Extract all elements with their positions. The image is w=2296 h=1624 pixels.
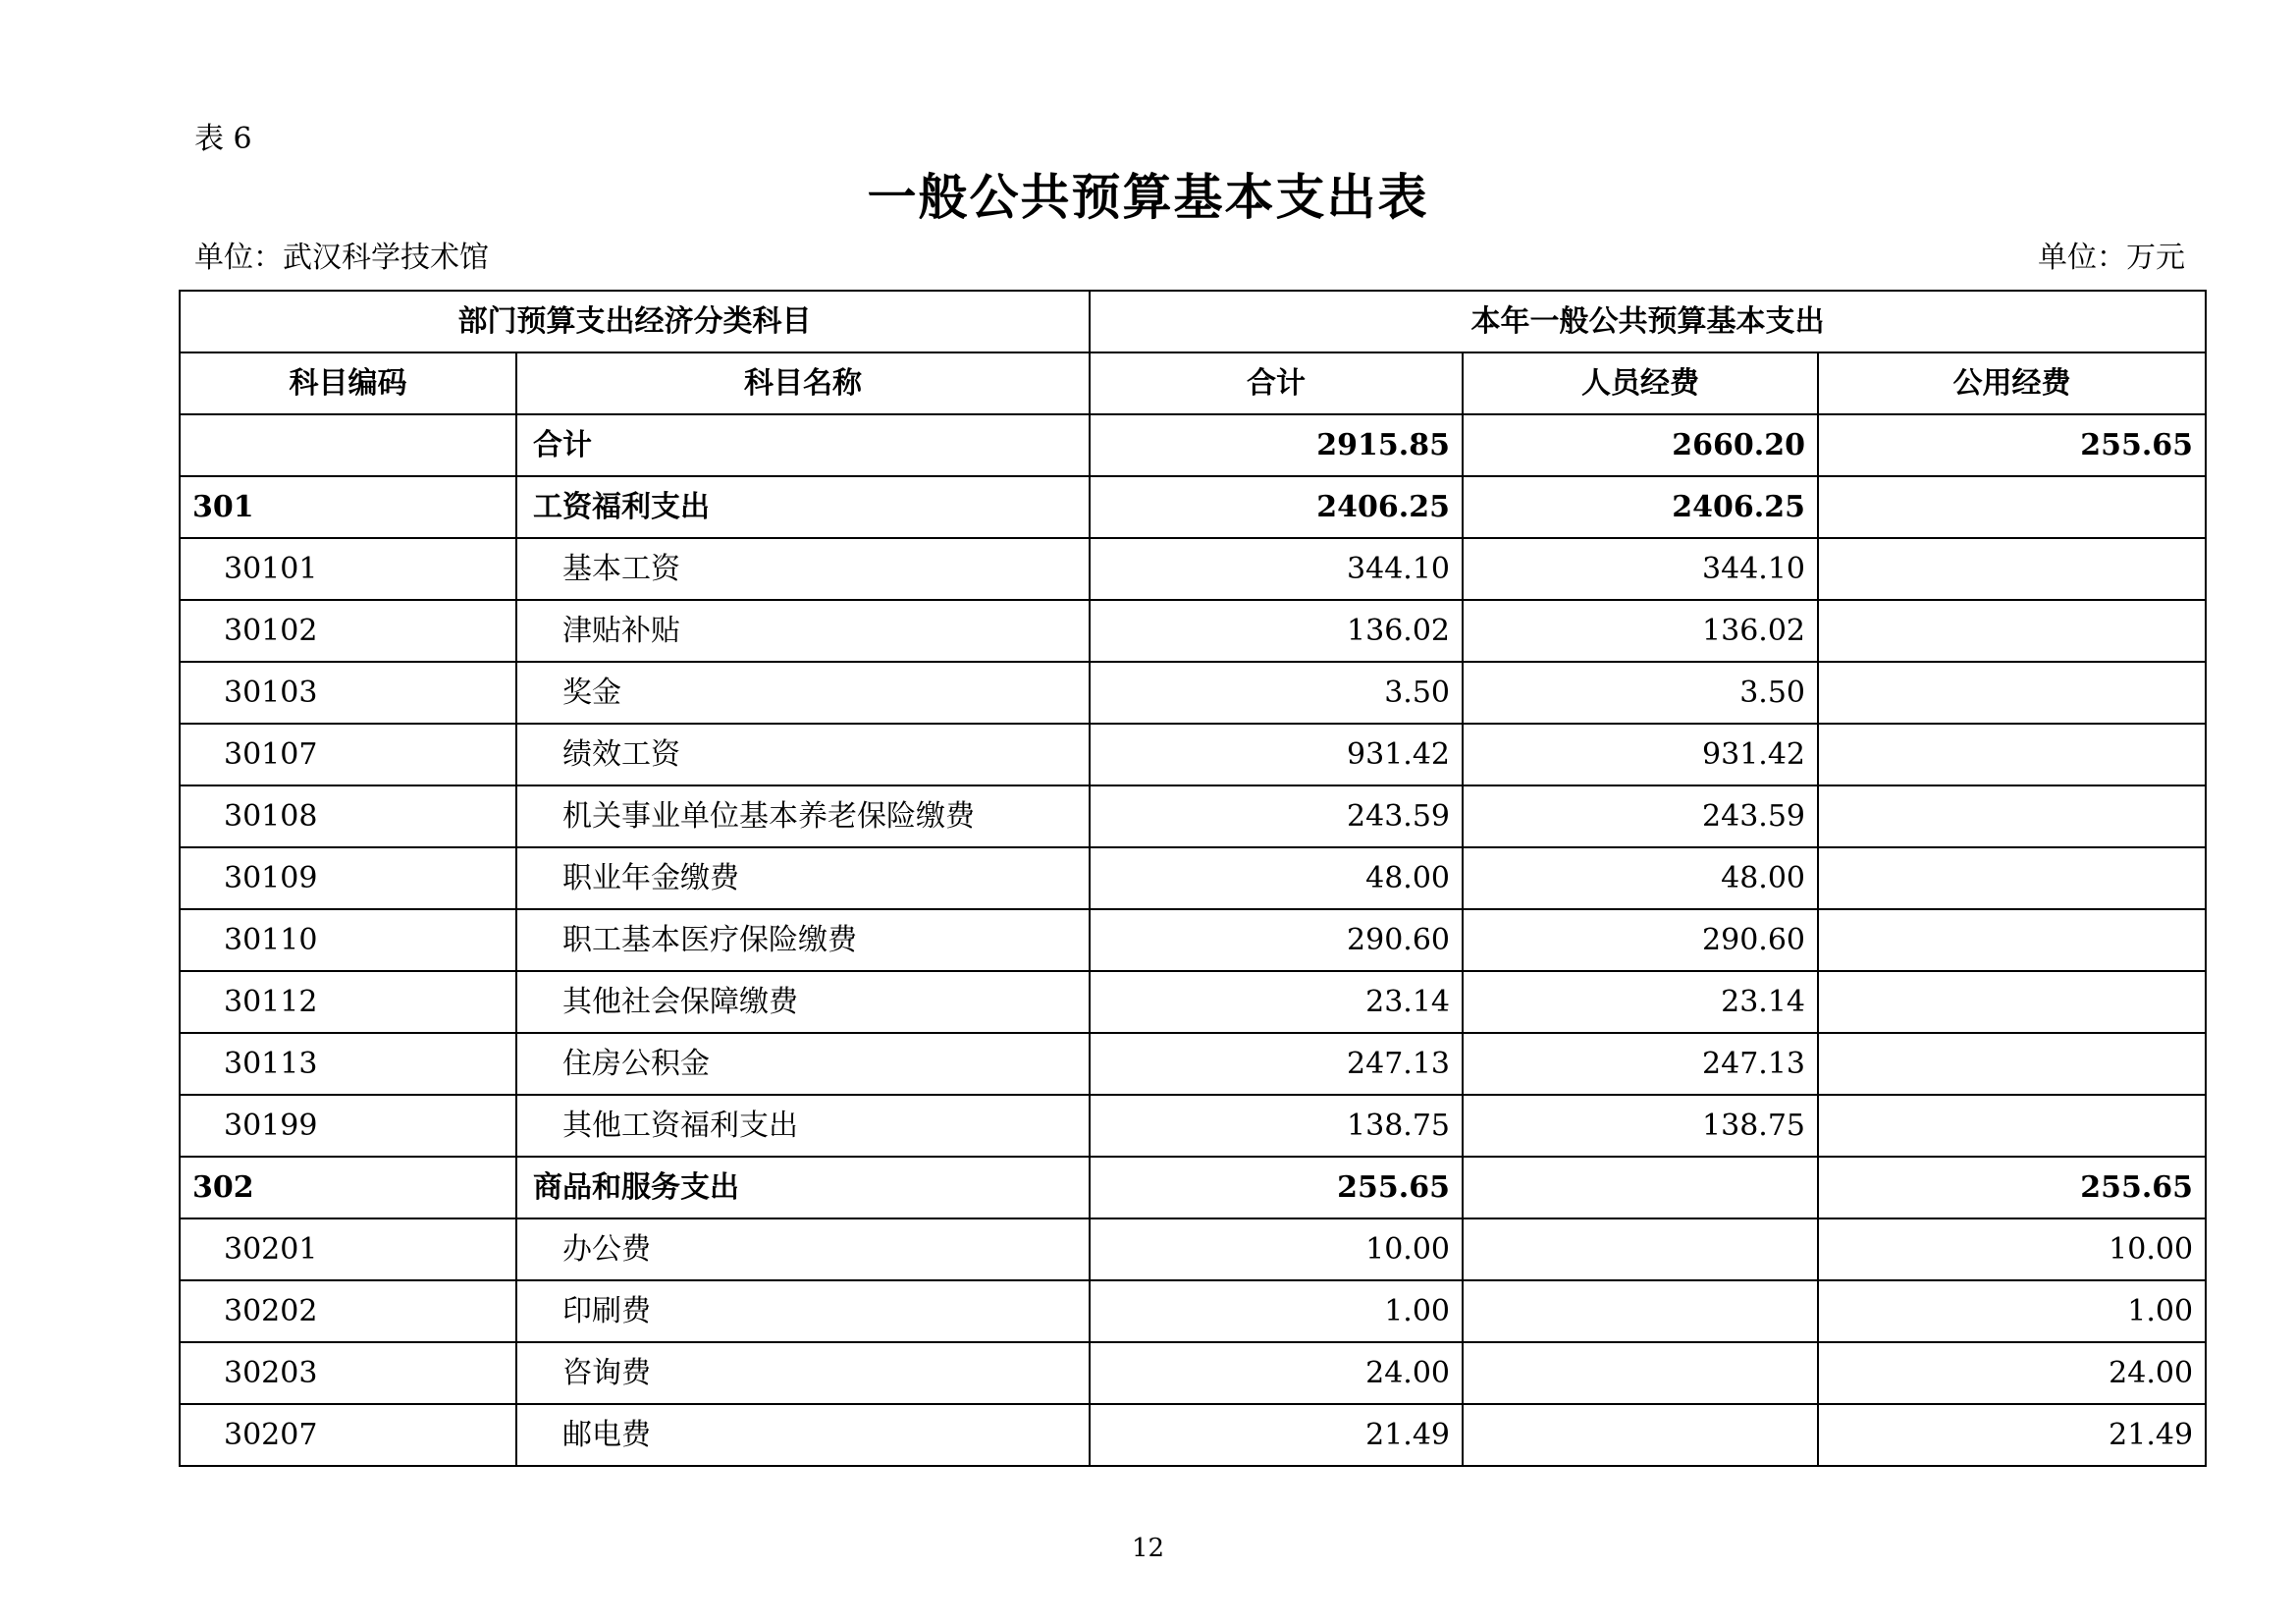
cell-code: 30107 [180,724,516,785]
cell-total: 243.59 [1090,785,1463,847]
cell-personnel [1463,1342,1818,1404]
cell-public [1818,600,2206,662]
cell-total: 255.65 [1090,1157,1463,1218]
cell-personnel [1463,1157,1818,1218]
cell-code: 30113 [180,1033,516,1095]
cell-personnel: 344.10 [1463,538,1818,600]
cell-public [1818,538,2206,600]
table-row-category [180,476,2206,538]
table-row-category [180,1157,2206,1218]
cell-public [1818,724,2206,785]
cell-personnel [1463,1218,1818,1280]
cell-total: 931.42 [1090,724,1463,785]
budget-table [179,290,2207,1467]
column-header-name: 科目名称 [516,352,1090,414]
organization-label: 单位：武汉科学技术馆 [194,241,489,275]
cell-personnel: 243.59 [1463,785,1818,847]
cell-total: 290.60 [1090,909,1463,971]
cell-total: 138.75 [1090,1095,1463,1157]
cell-public: 255.65 [1818,1157,2206,1218]
cell-personnel: 247.13 [1463,1033,1818,1095]
cell-public [1818,971,2206,1033]
cell-public [1818,847,2206,909]
table-row [180,1342,2206,1404]
cell-name: 商品和服务支出 [516,1157,1090,1218]
cell-code: 30101 [180,538,516,600]
cell-personnel: 23.14 [1463,971,1818,1033]
cell-code: 30112 [180,971,516,1033]
page-number: 12 [1131,1534,1165,1563]
table-row [180,847,2206,909]
cell-public [1818,1095,2206,1157]
cell-name: 基本工资 [516,538,1090,600]
cell-code: 301 [180,476,516,538]
cell-code: 30109 [180,847,516,909]
cell-code: 30102 [180,600,516,662]
cell-total: 247.13 [1090,1033,1463,1095]
cell-total: 136.02 [1090,600,1463,662]
table-row [180,600,2206,662]
table-label: 表 6 [194,122,252,156]
cell-name: 邮电费 [516,1404,1090,1466]
cell-personnel: 2660.20 [1463,414,1818,476]
cell-public: 21.49 [1818,1404,2206,1466]
cell-name: 其他社会保障缴费 [516,971,1090,1033]
cell-public [1818,785,2206,847]
cell-name: 住房公积金 [516,1033,1090,1095]
cell-personnel: 3.50 [1463,662,1818,724]
cell-personnel [1463,1404,1818,1466]
cell-personnel: 48.00 [1463,847,1818,909]
cell-total: 2406.25 [1090,476,1463,538]
cell-public [1818,909,2206,971]
unit-label: 单位：万元 [2038,241,2185,275]
cell-code: 30103 [180,662,516,724]
cell-code: 30201 [180,1218,516,1280]
cell-name: 职业年金缴费 [516,847,1090,909]
cell-total: 23.14 [1090,971,1463,1033]
cell-name: 绩效工资 [516,724,1090,785]
cell-public: 10.00 [1818,1218,2206,1280]
column-header-row [180,352,2206,414]
table-row [180,724,2206,785]
cell-public [1818,476,2206,538]
group-header-row [180,291,2206,352]
table-row [180,1404,2206,1466]
table-row [180,909,2206,971]
cell-name: 办公费 [516,1218,1090,1280]
cell-personnel: 138.75 [1463,1095,1818,1157]
cell-name: 合计 [516,414,1090,476]
table-row [180,662,2206,724]
table-row [180,1218,2206,1280]
page-title: 一般公共预算基本支出表 [867,168,1429,226]
cell-name: 奖金 [516,662,1090,724]
table-row-grand-total [180,414,2206,476]
cell-total: 21.49 [1090,1404,1463,1466]
table-row [180,1033,2206,1095]
cell-personnel: 136.02 [1463,600,1818,662]
cell-code [180,414,516,476]
group-header-expenditure: 本年一般公共预算基本支出 [1090,291,2206,352]
cell-name: 印刷费 [516,1280,1090,1342]
table-row [180,971,2206,1033]
cell-total: 48.00 [1090,847,1463,909]
cell-public [1818,1033,2206,1095]
cell-total: 2915.85 [1090,414,1463,476]
cell-public: 24.00 [1818,1342,2206,1404]
cell-name: 职工基本医疗保险缴费 [516,909,1090,971]
table-row [180,785,2206,847]
column-header-personnel: 人员经费 [1463,352,1818,414]
table-row [180,538,2206,600]
cell-code: 30202 [180,1280,516,1342]
cell-code: 30199 [180,1095,516,1157]
group-header-classification: 部门预算支出经济分类科目 [180,291,1090,352]
cell-total: 344.10 [1090,538,1463,600]
cell-personnel: 2406.25 [1463,476,1818,538]
cell-total: 1.00 [1090,1280,1463,1342]
table-row [180,1095,2206,1157]
cell-personnel: 290.60 [1463,909,1818,971]
cell-public: 1.00 [1818,1280,2206,1342]
cell-personnel [1463,1280,1818,1342]
cell-code: 30203 [180,1342,516,1404]
cell-name: 津贴补贴 [516,600,1090,662]
cell-total: 3.50 [1090,662,1463,724]
column-header-code: 科目编码 [180,352,516,414]
cell-code: 302 [180,1157,516,1218]
cell-public [1818,662,2206,724]
cell-name: 咨询费 [516,1342,1090,1404]
cell-name: 机关事业单位基本养老保险缴费 [516,785,1090,847]
cell-name: 工资福利支出 [516,476,1090,538]
cell-code: 30110 [180,909,516,971]
column-header-public: 公用经费 [1818,352,2206,414]
cell-code: 30207 [180,1404,516,1466]
cell-name: 其他工资福利支出 [516,1095,1090,1157]
cell-public: 255.65 [1818,414,2206,476]
table-row [180,1280,2206,1342]
column-header-total: 合计 [1090,352,1463,414]
cell-code: 30108 [180,785,516,847]
cell-total: 24.00 [1090,1342,1463,1404]
cell-personnel: 931.42 [1463,724,1818,785]
cell-total: 10.00 [1090,1218,1463,1280]
